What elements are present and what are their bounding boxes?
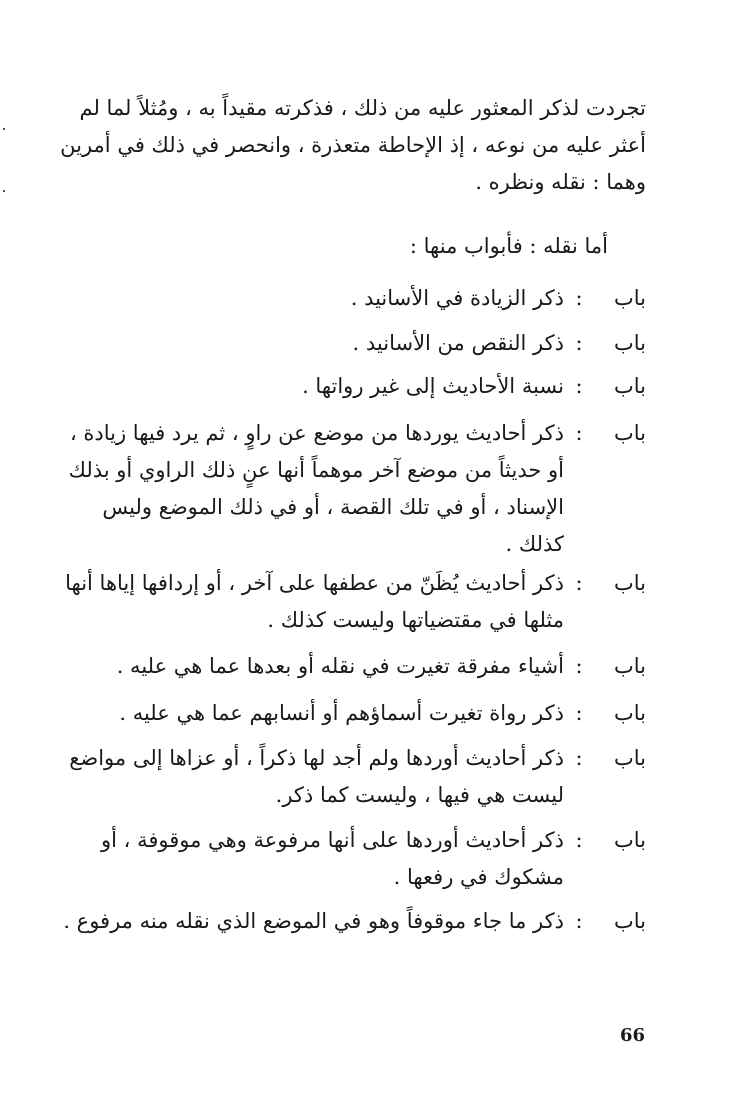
chapter-colon: : [575, 701, 583, 725]
section-subheading: أما نقله : فأبواب منها : [409, 234, 608, 258]
chapter-colon: : [575, 374, 583, 398]
chapter-colon: : [575, 654, 583, 678]
chapter-colon: : [575, 909, 583, 933]
chapter-entry [68, 415, 646, 563]
margin-speck [3, 190, 5, 192]
chapter-label: باب [613, 421, 646, 445]
chapter-text [85, 368, 564, 405]
chapter-label: باب [613, 286, 646, 310]
chapter-text-line: ذكر رواة تغيرت أسماؤهم أو أنسابهم عما هي عليه . [119, 701, 564, 725]
intro-line: أعثر عليه من نوعه ، إذ الإحاطة متعذرة ، وانحصر في ذلك في أمرين [60, 133, 646, 157]
chapter-text-line: أشياء مفرقة تغيرت في نقله أو بعدها عما هي عليه . [116, 654, 564, 678]
chapter-text-line: ذكر أحاديث يُظَنّ من عطفها على آخر ، أو إردافها إياها أنها [65, 571, 564, 595]
chapter-text [85, 325, 564, 362]
chapter-text-line: ذكر ما جاء موقوفاً وهو في الموضع الذي نقله منه مرفوع . [63, 909, 564, 933]
chapter-entry [85, 368, 646, 405]
chapter-text-line: ليست هي فيها ، وليست كما ذكر. [275, 783, 564, 807]
chapter-colon: : [575, 421, 583, 445]
chapter-label: باب [613, 374, 646, 398]
chapter-text-line: الإسناد ، أو في تلك القصة ، أو في ذلك الموضع وليس [102, 495, 564, 519]
chapter-label: باب [613, 909, 646, 933]
chapter-text [69, 415, 564, 563]
chapter-text-line: ذكر أحاديث أوردها على أنها مرفوعة وهي موقوفة ، أو [101, 828, 564, 852]
intro-line: تجردت لذكر المعثور عليه من ذلك ، فذكرته مقيداً به ، ومُثلاً لما لم [79, 96, 646, 120]
chapter-text [85, 648, 564, 685]
chapter-colon: : [575, 286, 583, 310]
chapter-colon: : [575, 331, 583, 355]
chapter-text-line: أو حديثاً من موضع آخر موهماً أنها عنٍ ذلك الراوي أو بذلك [68, 458, 564, 482]
chapter-label: باب [613, 746, 646, 770]
chapter-entry [63, 903, 646, 940]
chapter-label: باب [613, 571, 646, 595]
chapter-text [63, 903, 564, 940]
page-number: 66 [620, 1025, 646, 1046]
chapter-label: باب [613, 331, 646, 355]
chapter-entry [85, 325, 646, 362]
chapter-entry [85, 695, 646, 732]
chapter-text [85, 280, 564, 317]
chapter-text-line: مشكوك في رفعها . [393, 865, 564, 889]
chapter-entry [69, 740, 646, 814]
chapter-text [65, 565, 564, 639]
chapter-text-line: نسبة الأحاديث إلى غير رواتها . [302, 374, 564, 398]
margin-speck [3, 128, 5, 130]
chapter-label: باب [613, 701, 646, 725]
intro-line: وهما : نقله ونظره . [475, 170, 646, 194]
chapter-colon: : [575, 828, 583, 852]
chapter-text-line: ذكر أحاديث يوردها من موضع عن راوٍ ، ثم يرد فيها زيادة ، [69, 421, 564, 445]
chapter-text-line: ذكر النقص من الأسانيد . [352, 331, 564, 355]
chapter-text-line: مثلها في مقتضياتها وليست كذلك . [267, 608, 564, 632]
chapter-text [85, 822, 564, 896]
chapter-entry [85, 280, 646, 317]
chapter-entry [85, 648, 646, 685]
chapter-text-line: ذكر أحاديث أوردها ولم أجد لها ذكراً ، أو عزاها إلى مواضع [69, 746, 564, 770]
chapter-label: باب [613, 654, 646, 678]
intro-paragraph [60, 90, 646, 201]
chapter-text-line: ذكر الزيادة في الأسانيد . [350, 286, 564, 310]
chapter-colon: : [575, 746, 583, 770]
chapter-text [85, 695, 564, 732]
chapter-colon: : [575, 571, 583, 595]
chapter-text [69, 740, 564, 814]
chapter-text-line: كذلك . [505, 532, 564, 556]
chapter-entry [85, 822, 646, 896]
chapter-entry [65, 565, 646, 639]
chapter-label: باب [613, 828, 646, 852]
